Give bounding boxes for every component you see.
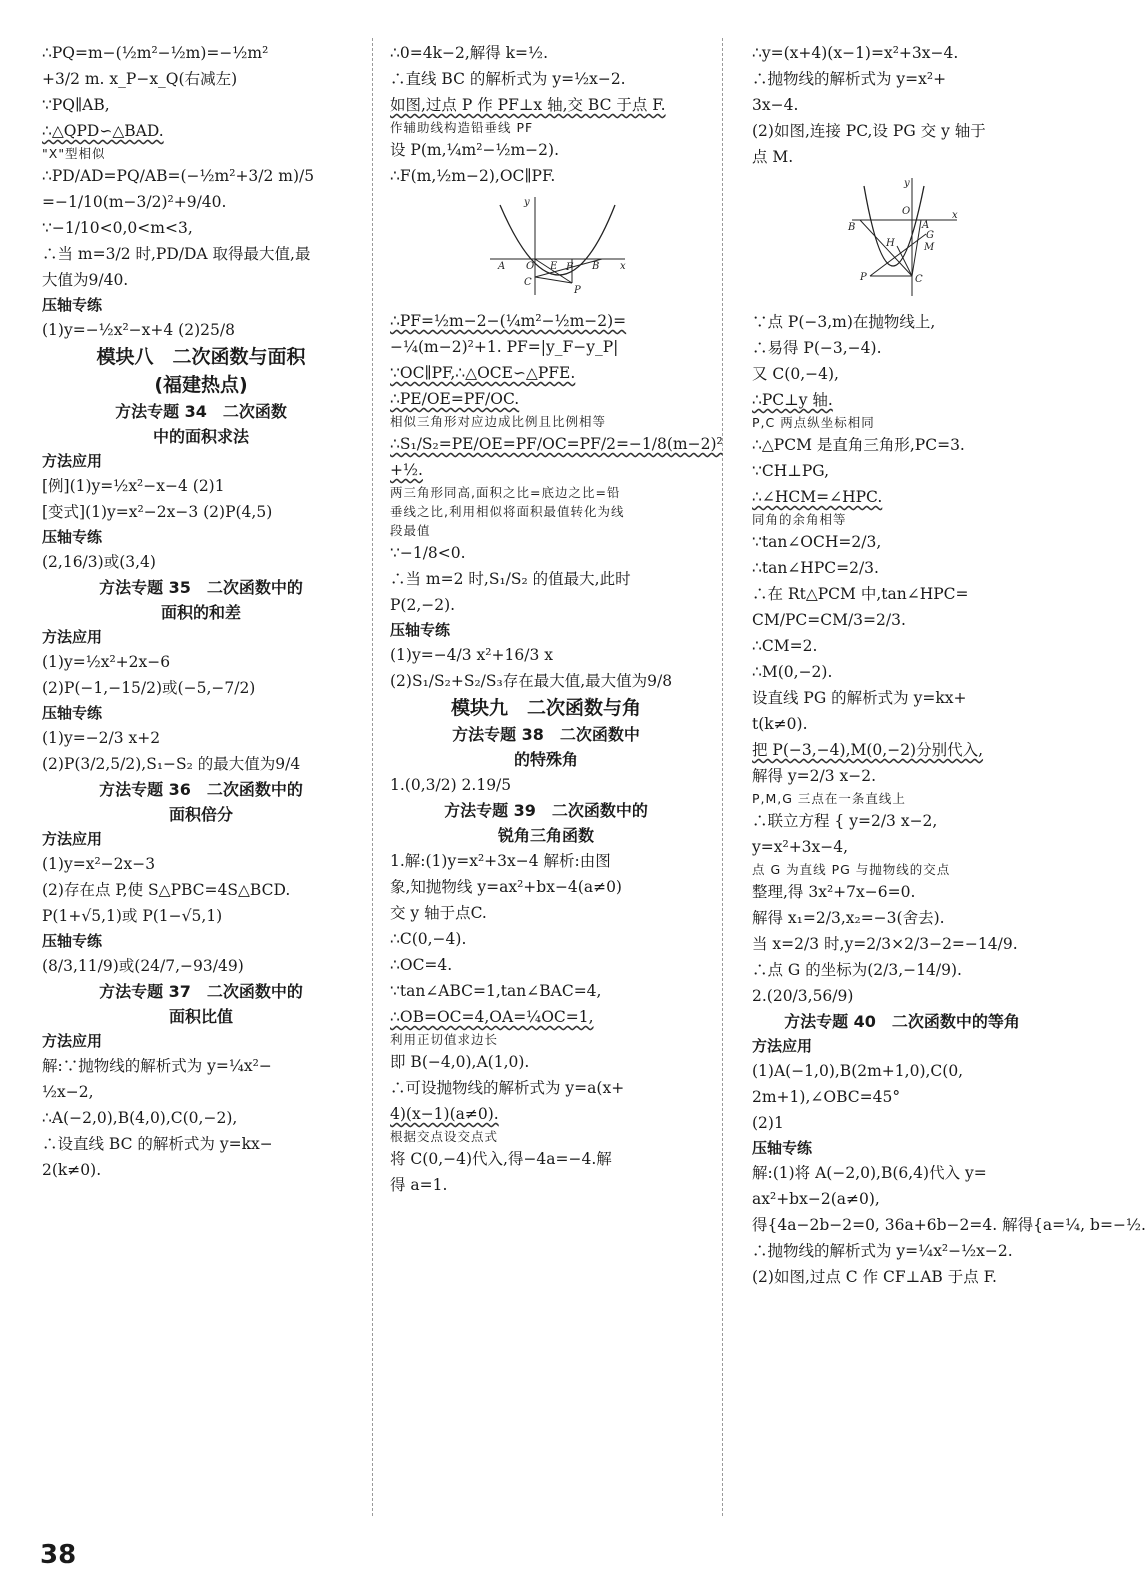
module-heading: 模块九 二次函数与角 <box>450 697 641 719</box>
text-line: 3x−4. <box>752 96 799 114</box>
fig-label: E <box>550 261 558 272</box>
text-line <box>390 308 702 334</box>
fig-label: F <box>566 262 573 273</box>
text-line: ∴直线 BC 的解析式为 y=½x−2. <box>390 70 626 88</box>
text-line <box>390 360 702 386</box>
text-line: y=x²+3x−4, <box>752 838 849 856</box>
text-line: ∵CH⊥PG, <box>752 462 830 480</box>
subheading: 方法应用 <box>42 452 103 470</box>
text-line: [变式](1)y=x²−2x−3 (2)P(4,5) <box>42 503 273 521</box>
text-line: ∵tan∠ABC=1,tan∠BAC=4, <box>390 982 602 1000</box>
text-line <box>390 1101 702 1127</box>
text-line: 2m+1),∠OBC=45° <box>752 1088 901 1106</box>
subheading: 方法应用 <box>42 830 103 848</box>
annotation-note: 点 G 为直线 PG 与抛物线的交点 <box>752 862 951 877</box>
text-line: 交 y 轴于点C. <box>390 904 487 922</box>
text-line: 2(k≠0). <box>42 1161 102 1179</box>
text-line: ∵tan∠OCH=2/3, <box>752 533 882 551</box>
text-line: 大值为9/40. <box>42 271 129 289</box>
text-line: ∴0=4k−2,解得 k=½. <box>390 44 548 62</box>
text-line: (1)y=−4/3 x²+16/3 x <box>390 646 553 664</box>
fig-label: M <box>924 242 935 253</box>
text-line: 得{4a−2b−2=0, 36a+6b−2=4. 解得{a=¼, b=−½. <box>752 1216 1146 1234</box>
annotation-note: 段最值 <box>390 523 431 538</box>
column-divider-2 <box>722 38 723 1516</box>
text-line: [例](1)y=½x²−x−4 (2)1 <box>42 477 225 495</box>
subheading: 方法应用 <box>752 1037 813 1055</box>
text-line: ∴易得 P(−3,−4). <box>752 339 882 357</box>
text-line: ∴点 G 的坐标为(2/3,−14/9). <box>752 961 962 979</box>
column-1 <box>42 40 360 1183</box>
section-heading: 方法专题 38 二次函数中 <box>452 725 640 744</box>
text-line: ∴抛物线的解析式为 y=x²+ <box>752 70 947 88</box>
wavy-underlined-text: ∴PC⊥y 轴. <box>752 391 833 409</box>
fig-label: x <box>620 261 626 272</box>
subheading: 压轴专练 <box>42 704 103 722</box>
subheading: 压轴专练 <box>42 296 103 314</box>
text-line: (2)如图,连接 PC,设 PG 交 y 轴于 <box>752 122 986 140</box>
text-line: 解得 x₁=2/3,x₂=−3(舍去). <box>752 909 945 927</box>
annotation-note: P,C 两点纵坐标相同 <box>752 415 875 430</box>
fig-label: A <box>498 261 506 272</box>
text-line: 整理,得 3x²+7x−6=0. <box>752 883 916 901</box>
column-3 <box>752 40 1146 1290</box>
fig-label: A <box>922 220 930 231</box>
text-line: ∵PQ∥AB, <box>42 96 110 114</box>
text-line: ∴tan∠HPC=2/3. <box>752 559 879 577</box>
text-line: ∴M(0,−2). <box>752 663 833 681</box>
section-heading: 中的面积求法 <box>152 427 249 446</box>
fig-label: G <box>926 230 934 241</box>
fig-label: O <box>526 261 535 272</box>
text-line: ∴A(−2,0),B(4,0),C(0,−2), <box>42 1109 238 1127</box>
text-line: (8/3,11/9)或(24/7,−93/49) <box>42 957 244 975</box>
module-heading: 模块八 二次函数与面积 <box>96 346 306 368</box>
wavy-underlined-text: ∴∠HCM=∠HPC. <box>752 488 883 506</box>
text-line: (2)如图,过点 C 作 CF⊥AB 于点 F. <box>752 1268 997 1286</box>
text-line: (1)A(−1,0),B(2m+1,0),C(0, <box>752 1062 964 1080</box>
text-line: ∴PD/AD=PQ/AB=(−½m²+3/2 m)/5 <box>42 167 315 185</box>
annotation-note: 相似三角形对应边成比例且比例相等 <box>390 414 607 429</box>
figure <box>842 176 1052 305</box>
text-line: −¼(m−2)²+1. PF=|y_F−y_P| <box>390 338 619 356</box>
text-line: 点 M. <box>752 148 794 166</box>
text-line: +3/2 m. x_P−x_Q(右减左) <box>42 70 238 88</box>
fig-label: P <box>574 285 581 296</box>
text-line: ∵点 P(−3,m)在抛物线上, <box>752 313 936 331</box>
text-line: ∴设直线 BC 的解析式为 y=kx− <box>42 1135 273 1153</box>
text-line: ∵−1/8<0. <box>390 544 466 562</box>
text-line <box>752 484 1052 510</box>
column-divider-1 <box>372 38 373 1516</box>
section-heading: 的特殊角 <box>513 750 578 769</box>
fig-label: x <box>952 210 958 221</box>
wavy-underlined-text: ∴PF=½m−2−(¼m²−½m−2)= <box>390 312 627 330</box>
text-line: ∴当 m=2 时,S₁/S₂ 的值最大,此时 <box>390 570 631 588</box>
text-line <box>390 386 702 412</box>
wavy-underlined-text: ∵OC∥PF,∴△OCE∽△PFE. <box>390 364 576 382</box>
text-line: (2)1 <box>752 1114 784 1132</box>
wavy-underlined-text: ∴PE/OE=PF/OC. <box>390 390 520 408</box>
text-line: 解:(1)将 A(−2,0),B(6,4)代入 y= <box>752 1164 987 1182</box>
text-line <box>752 737 1052 763</box>
fig-label: C <box>915 274 923 285</box>
text-line <box>752 387 1052 413</box>
fig-label: B <box>592 261 600 272</box>
text-line: (2)存在点 P,使 S△PBC=4S△BCD. <box>42 881 291 899</box>
text-line: CM/PC=CM/3=2/3. <box>752 611 906 629</box>
section-heading: 方法专题 39 二次函数中的 <box>444 801 648 820</box>
subheading: 压轴专练 <box>390 621 451 639</box>
fig-label: H <box>886 238 895 249</box>
section-heading: 面积倍分 <box>168 805 233 824</box>
wavy-underlined-text: ∴OB=OC=4,OA=¼OC=1, <box>390 1008 594 1026</box>
text-line: (1)y=½x²+2x−6 <box>42 653 171 671</box>
text-line: =−1/10(m−3/2)²+9/40. <box>42 193 227 211</box>
section-heading: 面积的和差 <box>160 603 241 622</box>
wavy-underlined-text: 把 P(−3,−4),M(0,−2)分别代入, <box>752 741 984 759</box>
text-line: ∴CM=2. <box>752 637 818 655</box>
text-line <box>390 431 723 457</box>
text-line: 又 C(0,−4), <box>752 365 839 383</box>
text-line: (1)y=x²−2x−3 <box>42 855 156 873</box>
annotation-note: 作辅助线构造铅垂线 PF <box>390 120 534 135</box>
text-line: ∴PQ=m−(½m²−½m)=−½m² <box>42 44 269 62</box>
fig-label: y <box>524 197 530 208</box>
subheading: 压轴专练 <box>752 1139 813 1157</box>
text-line: 设 P(m,¼m²−½m−2). <box>390 141 559 159</box>
text-line: ∴OC=4. <box>390 956 453 974</box>
parabola-figure-b <box>842 176 962 301</box>
text-line: 解:∵抛物线的解析式为 y=¼x²− <box>42 1057 272 1075</box>
text-line: 得 a=1. <box>390 1176 448 1194</box>
text-line: P(1+√5,1)或 P(1−√5,1) <box>42 907 223 925</box>
text-line: 1.(0,3/2) 2.19/5 <box>390 776 512 794</box>
text-line <box>390 457 702 483</box>
text-line: ∴抛物线的解析式为 y=¼x²−½x−2. <box>752 1242 1013 1260</box>
section-heading: 方法专题 40 二次函数中的等角 <box>784 1012 1020 1031</box>
text-line: ∴联立方程 { y=2/3 x−2, <box>752 812 938 830</box>
annotation-note: 利用正切值求边长 <box>390 1032 499 1047</box>
fig-label: O <box>902 206 911 217</box>
text-line: ½x−2, <box>42 1083 94 1101</box>
text-line: ∴y=(x+4)(x−1)=x²+3x−4. <box>752 44 959 62</box>
section-heading: 面积比值 <box>168 1007 233 1026</box>
column-2 <box>390 40 723 1198</box>
text-line: 设直线 PG 的解析式为 y=kx+ <box>752 689 967 707</box>
fig-label: B <box>848 222 856 233</box>
section-heading: 方法专题 37 二次函数中的 <box>99 982 303 1001</box>
annotation-note: "X"型相似 <box>42 146 106 161</box>
figure <box>480 195 702 304</box>
wavy-underlined-text: 4)(x−1)(a≠0). <box>390 1105 499 1123</box>
module-heading: (福建热点) <box>154 374 248 396</box>
text-line: ∴可设抛物线的解析式为 y=a(x+ <box>390 1079 625 1097</box>
fig-label: C <box>524 277 532 288</box>
section-heading: 方法专题 34 二次函数 <box>115 402 287 421</box>
section-heading: 方法专题 36 二次函数中的 <box>99 780 303 799</box>
subheading: 压轴专练 <box>42 932 103 950</box>
section-heading: 锐角三角函数 <box>497 826 594 845</box>
subheading: 方法应用 <box>42 628 103 646</box>
wavy-underlined-text: ∴S₁/S₂=PE/OE=PF/OC=PF/2=−1/8(m−2)² <box>390 435 723 453</box>
subheading: 方法应用 <box>42 1032 103 1050</box>
text-line: 1.解:(1)y=x²+3x−4 解析:由图 <box>390 852 611 870</box>
text-line: 即 B(−4,0),A(1,0). <box>390 1053 530 1071</box>
subheading: 压轴专练 <box>42 528 103 546</box>
wavy-underlined-text: 如图,过点 P 作 PF⊥x 轴,交 BC 于点 F. <box>390 96 666 114</box>
section-heading: 方法专题 35 二次函数中的 <box>99 578 303 597</box>
annotation-note: P,M,G 三点在一条直线上 <box>752 791 906 806</box>
fig-label: y <box>904 178 910 189</box>
text-line: (1)y=−2/3 x+2 <box>42 729 161 747</box>
annotation-note: 同角的余角相等 <box>752 512 847 527</box>
text-line: ∵−1/10<0,0<m<3, <box>42 219 193 237</box>
text-line <box>390 1004 702 1030</box>
annotation-note: 垂线之比,利用相似将面积最值转化为线 <box>390 504 625 519</box>
text-line: (2)P(−1,−15/2)或(−5,−7/2) <box>42 679 256 697</box>
text-line: (1)y=−½x²−x+4 (2)25/8 <box>42 321 235 339</box>
wavy-underlined-text: +½. <box>390 461 423 479</box>
text-line: ∴F(m,½m−2),OC∥PF. <box>390 167 556 185</box>
annotation-note: 两三角形同高,面积之比=底边之比=铅 <box>390 485 621 500</box>
text-line: ∴△PCM 是直角三角形,PC=3. <box>752 436 965 454</box>
text-line: (2)P(3/2,5/2),S₁−S₂ 的最大值为9/4 <box>42 755 301 773</box>
fig-label: P <box>860 272 867 283</box>
text-line: ∴在 Rt△PCM 中,tan∠HPC= <box>752 585 969 603</box>
wavy-underlined-text: ∴△QPD∽△BAD. <box>42 122 164 140</box>
text-line: P(2,−2). <box>390 596 456 614</box>
text-line: 将 C(0,−4)代入,得−4a=−4.解 <box>390 1150 612 1168</box>
text-line: ∴当 m=3/2 时,PD/DA 取得最大值,最 <box>42 245 311 263</box>
parabola-figure-a <box>480 195 630 300</box>
annotation-note: 根据交点设交点式 <box>390 1129 499 1144</box>
text-line: ∴C(0,−4). <box>390 930 467 948</box>
text-line: 当 x=2/3 时,y=2/3×2/3−2=−14/9. <box>752 935 1018 953</box>
text-line: 象,知抛物线 y=ax²+bx−4(a≠0) <box>390 878 622 896</box>
text-line: (2,16/3)或(3,4) <box>42 553 156 571</box>
text-line: t(k≠0). <box>752 715 808 733</box>
text-line <box>390 92 702 118</box>
text-line: 2.(20/3,56/9) <box>752 987 854 1005</box>
text-line <box>42 118 360 144</box>
text-line: (2)S₁/S₂+S₂/S₃存在最大值,最大值为9/8 <box>390 672 673 690</box>
page-number: 38 <box>40 1540 77 1570</box>
text-line: 解得 y=2/3 x−2. <box>752 767 877 785</box>
text-line: ax²+bx−2(a≠0), <box>752 1190 880 1208</box>
